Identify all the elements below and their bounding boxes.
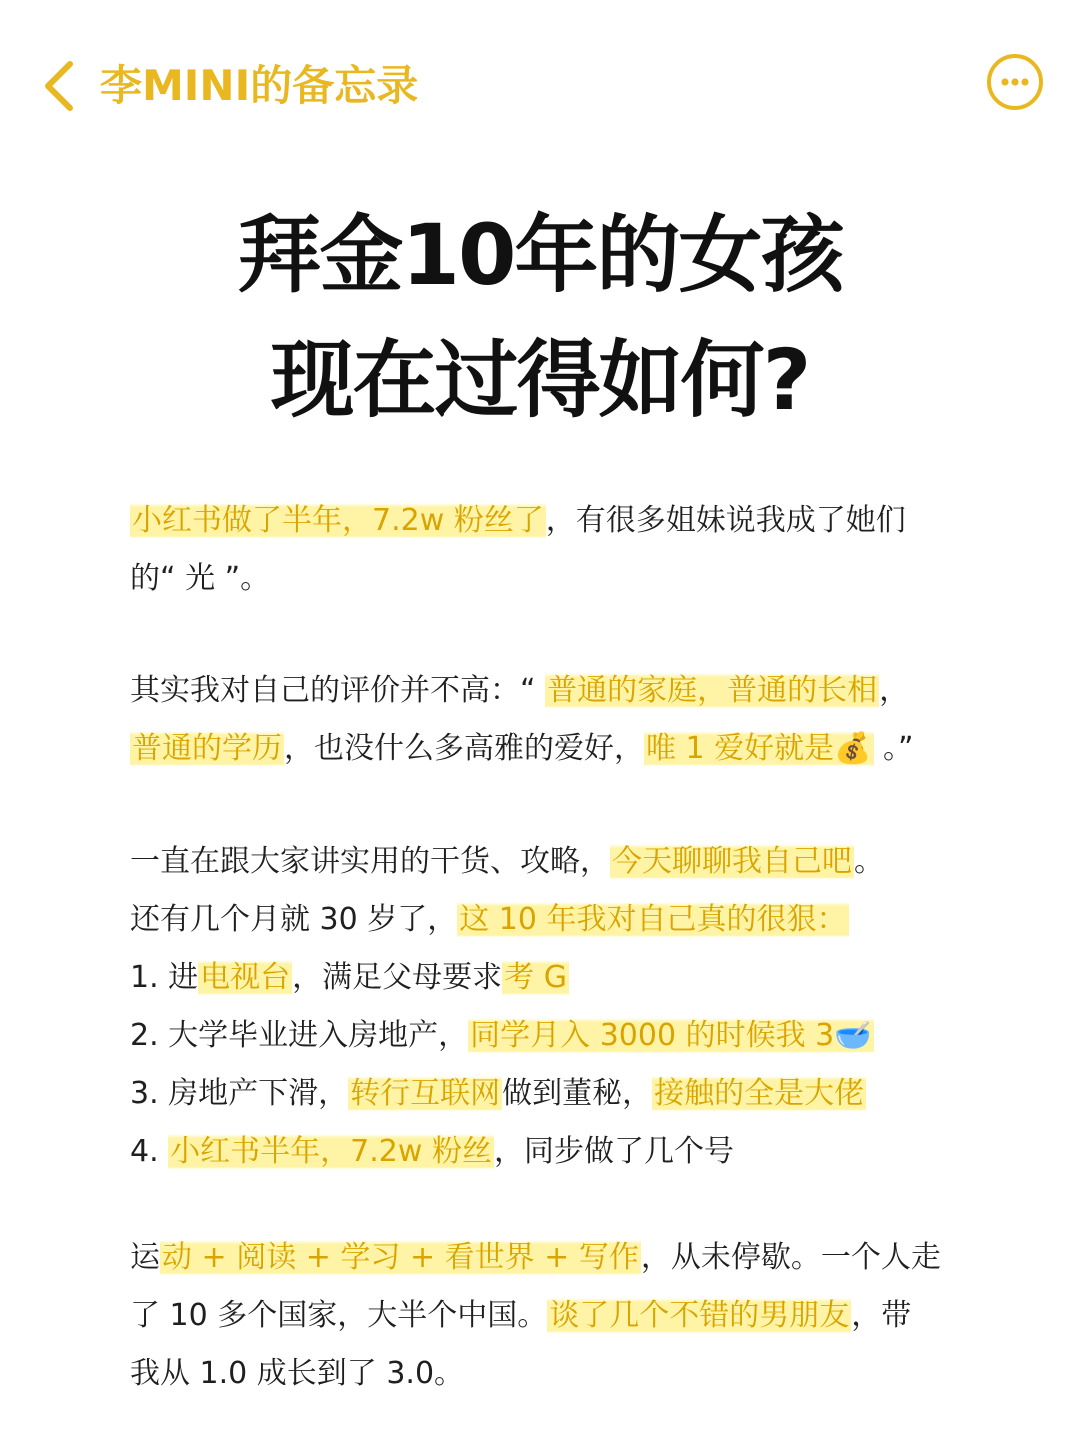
text: ，同步做了几个号: [493, 1134, 734, 1169]
text-line: [130, 833, 980, 891]
text-line: [130, 662, 980, 720]
text: 1. 进: [130, 960, 199, 995]
highlight: 唯 1 爱好就是💰: [646, 731, 872, 766]
highlight: 考 G: [504, 960, 567, 995]
paragraph-1: [130, 492, 980, 608]
highlight: 小红书做了半年，7.2w 粉丝了: [132, 503, 544, 538]
highlight: 今天聊聊我自己吧: [612, 844, 852, 879]
text-line: [130, 720, 980, 778]
text: ，有很多姐妹说我成了她们: [545, 503, 906, 538]
highlight: 接触的全是大佬: [654, 1076, 865, 1111]
text-line: 我从 1.0 成长到了 3.0。: [130, 1356, 465, 1391]
list-item: [130, 949, 980, 1007]
more-button[interactable]: [987, 54, 1043, 110]
text-line: [130, 492, 980, 550]
text: 3. 房地产下滑，: [130, 1076, 349, 1111]
list-item: [130, 1123, 980, 1181]
text-line: 的“ 光 ”。: [130, 561, 271, 596]
text: 。”: [873, 731, 914, 766]
text-line: [130, 891, 980, 949]
highlight: 普通的学历: [132, 731, 282, 766]
text: 还有几个月就 30 岁了，: [130, 902, 458, 937]
paragraph-3: [130, 833, 980, 1181]
highlight: 同学月入 3000 的时候我 3🥣: [470, 1018, 872, 1053]
nav-title: 李MINI的备忘录: [100, 61, 419, 110]
text: 运: [130, 1240, 160, 1275]
text: ，从未停歇。一个人走: [640, 1240, 941, 1275]
text: 做到董秘，: [502, 1076, 653, 1111]
highlight: 电视台: [200, 960, 291, 995]
text: ，: [879, 673, 910, 708]
nav-bar: [0, 0, 1080, 170]
more-horizontal-icon: [991, 58, 1039, 106]
text: 了 10 多个国家，大半个中国。: [130, 1298, 548, 1333]
text-line: [130, 1229, 980, 1287]
highlight: 小红书半年，7.2w 粉丝: [170, 1134, 492, 1169]
text: 。: [854, 844, 884, 879]
highlight: 转行互联网: [350, 1076, 501, 1111]
list-item: [130, 1007, 980, 1065]
chevron-left-icon[interactable]: [38, 58, 78, 114]
text: 2. 大学毕业进入房地产，: [130, 1018, 469, 1053]
text: ，带: [851, 1298, 912, 1333]
text-line: [130, 1287, 980, 1345]
highlight: 这 10 年我对自己真的很狠：: [459, 902, 847, 937]
highlight: 谈了几个不错的男朋友: [549, 1298, 850, 1333]
page-title-line-2: 现在过得如何?: [270, 331, 810, 429]
paragraph-4: [130, 1229, 980, 1403]
highlight: 动 + 阅读 + 学习 + 看世界 + 写作: [162, 1240, 639, 1275]
paragraph-2: [130, 662, 980, 778]
page-title-line-1: 拜金10年的女孩: [237, 206, 843, 304]
list-item: [130, 1065, 980, 1123]
text: ，也没什么多高雅的爱好，: [284, 731, 644, 766]
text: 其实我对自己的评价并不高：“: [130, 673, 546, 708]
text: ，满足父母要求: [292, 960, 503, 995]
highlight: 普通的家庭，普通的长相: [547, 673, 878, 708]
text: 一直在跟大家讲实用的干货、攻略，: [130, 844, 610, 879]
text: 4.: [130, 1134, 169, 1169]
